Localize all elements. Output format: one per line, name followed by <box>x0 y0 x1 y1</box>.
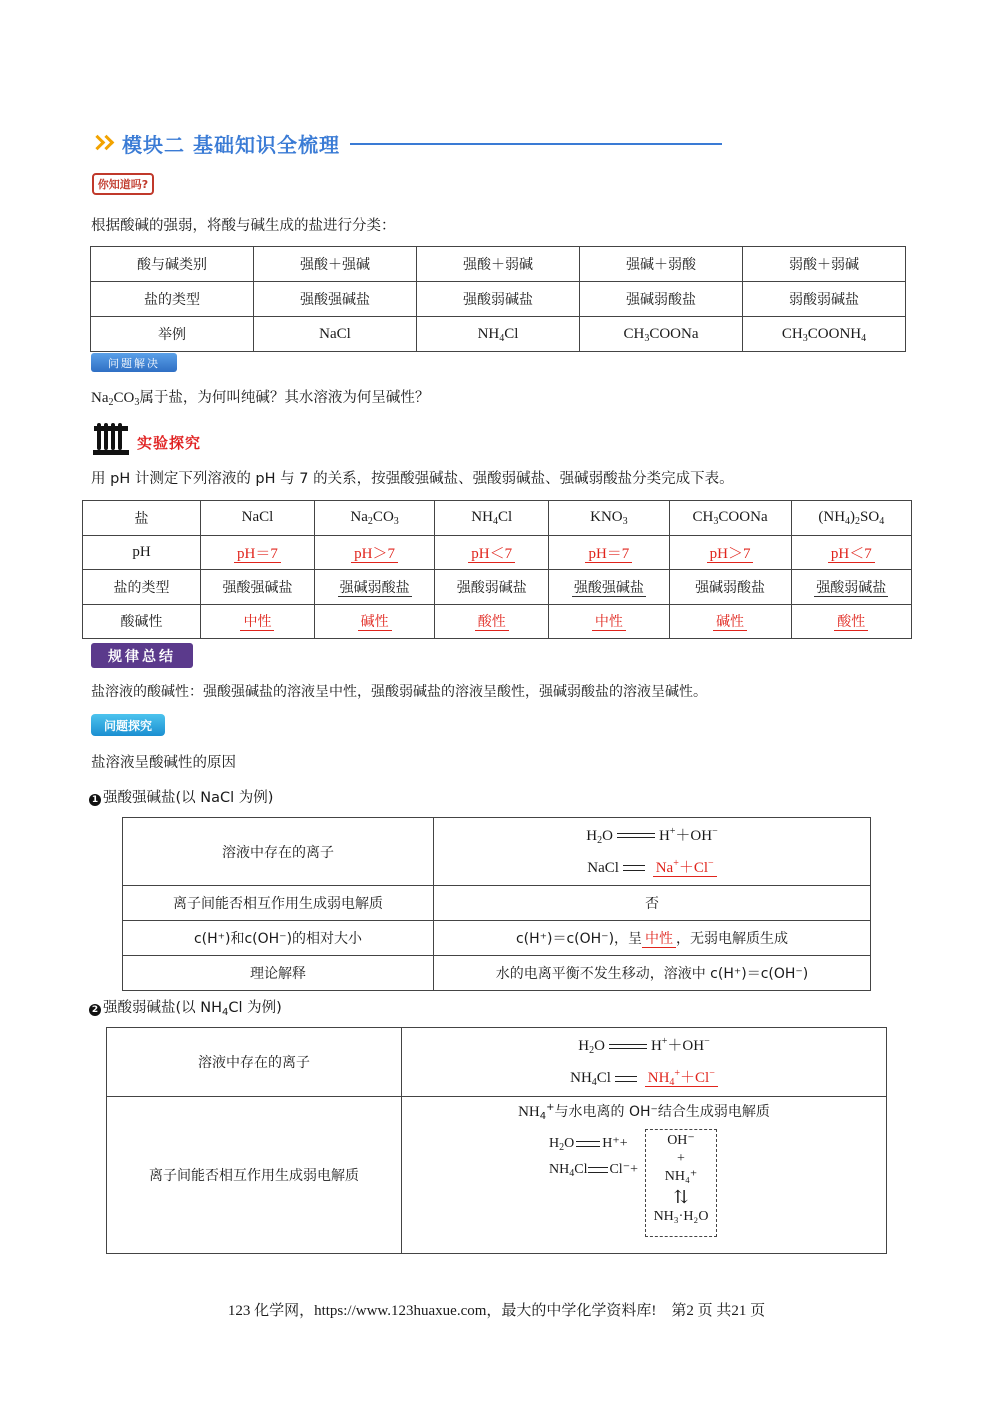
case2-title: Cl 为例) <box>228 1000 282 1016</box>
table-cell: 弱酸＋弱碱 <box>743 247 906 282</box>
diagram-text: H⁺+ <box>602 1136 628 1151</box>
table-row <box>83 604 912 639</box>
table-cell <box>791 535 911 570</box>
answer-text: 强碱弱酸盐 <box>339 579 410 596</box>
formula-cell: $KNO_3$ <box>549 501 669 536</box>
table-cell <box>201 535 315 570</box>
combine-body: 与水电离的 OH⁻结合生成弱电解质 <box>554 1104 770 1120</box>
table-row <box>123 818 871 886</box>
salt-classification-table <box>90 246 906 352</box>
compare-text: c(H⁺)＝c(OH⁻)，呈 <box>515 931 643 947</box>
equation-cell <box>434 818 871 886</box>
formula-cell: $CH_3COONa$ <box>580 317 743 352</box>
table-cell: 酸碱性 <box>83 604 201 639</box>
table-cell <box>669 604 791 639</box>
table-cell: pH <box>83 535 201 570</box>
table-cell: 强酸＋弱碱 <box>417 247 580 282</box>
answer-text: pH＞7 <box>707 546 754 563</box>
formula-cell: $(NH_4)_2SO_4$ <box>791 501 911 536</box>
table-row <box>123 956 871 991</box>
table-cell: 盐的类型 <box>83 570 201 605</box>
answer-text: 碱性 <box>358 614 392 631</box>
table-cell: 盐的类型 <box>91 282 254 317</box>
table-cell <box>791 570 911 605</box>
nh4cl-analysis-table <box>106 1027 887 1254</box>
answer-text: 强酸强碱盐 <box>573 579 644 596</box>
table-row <box>123 886 871 921</box>
table-cell <box>314 570 434 605</box>
table-cell <box>549 535 669 570</box>
table-cell: 弱酸弱碱盐 <box>743 282 906 317</box>
test-tube-rack-icon <box>92 422 130 456</box>
reversible-arrow-icon: ⇅ <box>673 1187 689 1207</box>
case2-heading: 2 强酸弱碱盐(以 $NH_4Cl$ 为例) <box>89 996 282 1017</box>
table-cell <box>201 604 315 639</box>
table-row <box>123 921 871 956</box>
answer-text: 碱性 <box>713 614 747 631</box>
table-cell: 离子间能否相互作用生成弱电解质 <box>123 886 434 921</box>
tag-rule: 规律总结 <box>91 643 193 668</box>
table-cell: 强碱＋弱酸 <box>580 247 743 282</box>
formula-cell: NaCl <box>201 501 315 536</box>
table-cell: 酸与碱类别 <box>91 247 254 282</box>
diamond-icon <box>92 133 118 153</box>
table-row <box>83 535 912 570</box>
formula-cell: NaCl <box>254 317 417 352</box>
diagram-text: OH⁻ <box>667 1133 695 1148</box>
table-cell: 举例 <box>91 317 254 352</box>
table-cell <box>201 570 315 605</box>
table-cell: 离子间能否相互作用生成弱电解质 <box>107 1097 402 1254</box>
table-cell <box>435 535 549 570</box>
answer-text: pH＝7 <box>234 546 281 563</box>
diagram-text: Cl⁻+ <box>609 1162 638 1177</box>
answer-text: pH＜7 <box>828 546 875 563</box>
ph-measurement-table <box>82 500 912 639</box>
tag-explore: 问题探究 <box>91 714 165 736</box>
table-cell <box>435 570 549 605</box>
module-title: 模块二 基础知识全梳理 <box>122 132 340 157</box>
formula-cell: $CH_3COONH_4$ <box>743 317 906 352</box>
diagram-cell <box>402 1097 887 1254</box>
table-cell: 水的电离平衡不发生移动，溶液中 c(H⁺)＝c(OH⁻) <box>434 956 871 991</box>
table-cell <box>669 535 791 570</box>
diagram-text: + <box>677 1151 685 1166</box>
rule-text: 盐溶液的酸碱性：强酸强碱盐的溶液呈中性，强酸弱碱盐的溶液呈酸性，强碱弱酸盐的溶液呈碱性。 <box>91 684 707 700</box>
combine-text: $NH_4^+$与水电离的 OH⁻结合生成弱电解质 <box>518 1102 770 1122</box>
table-cell: 理论解释 <box>123 956 434 991</box>
table-cell: 盐 <box>83 501 201 536</box>
tag-know: 你知道吗? <box>92 173 154 195</box>
equation-water: $H_2O$ H+＋OH− <box>586 825 718 846</box>
answer-text: 强酸弱碱盐 <box>816 579 887 596</box>
diagram-nh4cl: $NH_4Cl$ Cl⁻+ <box>549 1162 638 1179</box>
equation-cell <box>402 1028 887 1097</box>
answer-text: 强酸强碱盐 <box>222 579 293 596</box>
answer-text: 中性 <box>592 614 626 631</box>
table-cell <box>669 570 791 605</box>
table-row <box>91 282 906 317</box>
experiment-text: 用 pH 计测定下列溶液的 pH 与 7 的关系，按强酸强碱盐、强酸弱碱盐、强碱弱酸盐分类完成下表。 <box>91 471 734 487</box>
table-cell <box>434 921 871 956</box>
answer-text: 强酸弱碱盐 <box>456 579 527 596</box>
table-cell: 溶液中存在的离子 <box>107 1028 402 1097</box>
answer-text: 酸性 <box>834 614 868 631</box>
formula-cell: $NH_4Cl$ <box>417 317 580 352</box>
table-cell <box>314 604 434 639</box>
number-badge: 1 <box>89 794 101 806</box>
answer-text: 酸性 <box>475 614 509 631</box>
table-cell: 强酸强碱盐 <box>254 282 417 317</box>
table-cell: 强酸弱碱盐 <box>417 282 580 317</box>
equation-nh4cl: $NH_4Cl$ $NH_4^++Cl^-$ <box>402 1062 886 1094</box>
table-cell <box>549 570 669 605</box>
answer-text: 中性 <box>240 614 274 631</box>
dashed-box <box>645 1129 717 1237</box>
case1-heading <box>89 786 273 807</box>
table-row <box>91 247 906 282</box>
equilibrium-arrow-icon <box>617 832 655 840</box>
table-cell <box>549 604 669 639</box>
answer-text: pH＜7 <box>468 546 515 563</box>
table-row <box>83 570 912 605</box>
answer-text: pH＝7 <box>585 546 632 563</box>
table-cell: c(H⁺)和c(OH⁻)的相对大小 <box>123 921 434 956</box>
question-text <box>91 386 429 407</box>
table-cell: 溶液中存在的离子 <box>123 818 434 886</box>
table-cell <box>435 604 549 639</box>
diagram-text: NH₃·H₂O <box>653 1209 709 1224</box>
formula-cell: $NH_4Cl$ <box>435 501 549 536</box>
intro-text: 根据酸碱的强弱，将酸与碱生成的盐进行分类： <box>91 218 396 234</box>
compare-text: ，无弱电解质生成 <box>676 931 789 947</box>
table-row <box>107 1028 887 1097</box>
hydrolysis-diagram <box>549 1129 739 1239</box>
equilibrium-arrow-icon <box>609 1043 647 1051</box>
equation-water: $H_2O$ H+＋OH− <box>578 1036 710 1056</box>
number-badge: 2 <box>89 1004 101 1016</box>
header-divider <box>350 143 722 145</box>
page-footer: 123 化学网，https://www.123huaxue.com，最大的中学化学资料库! 第2 页 共21 页 <box>227 1303 766 1319</box>
answer-text: 中性 <box>642 931 676 948</box>
answer-text: pH＞7 <box>351 546 398 563</box>
answer-text: 强碱弱酸盐 <box>695 579 766 596</box>
case1-title: 强酸强碱盐(以 NaCl 为例) <box>103 790 274 806</box>
diagram-water: $H_2O$ H⁺+ <box>549 1136 628 1153</box>
table-cell: 否 <box>434 886 871 921</box>
table-row <box>91 317 906 352</box>
tag-solve: 问题解决 <box>91 353 177 372</box>
equals-sign-icon <box>623 865 645 871</box>
question-body: 属于盐，为何叫纯碱？其水溶液为何呈碱性？ <box>139 390 430 406</box>
experiment-title: 实验探究 <box>137 434 202 452</box>
equals-sign-icon <box>615 1076 637 1082</box>
diagram-text: NH₄⁺ <box>664 1169 698 1184</box>
formula-cell: $CH_3COONa$ <box>669 501 791 536</box>
table-cell: 强碱弱酸盐 <box>580 282 743 317</box>
equation-nacl: NaCl Na+＋Cl− <box>434 852 870 884</box>
question-formula: $Na_2CO_3$ <box>91 390 140 408</box>
module-header <box>92 128 722 158</box>
nacl-analysis-table <box>122 817 871 991</box>
table-row <box>83 501 912 536</box>
table-cell: 强酸＋强碱 <box>254 247 417 282</box>
formula-cell: $Na_2CO_3$ <box>314 501 434 536</box>
table-row <box>107 1097 887 1254</box>
reason-title: 盐溶液呈酸碱性的原因 <box>91 755 236 771</box>
table-cell <box>791 604 911 639</box>
table-cell <box>314 535 434 570</box>
case2-title: 强酸弱碱盐(以 NH <box>103 1000 223 1016</box>
